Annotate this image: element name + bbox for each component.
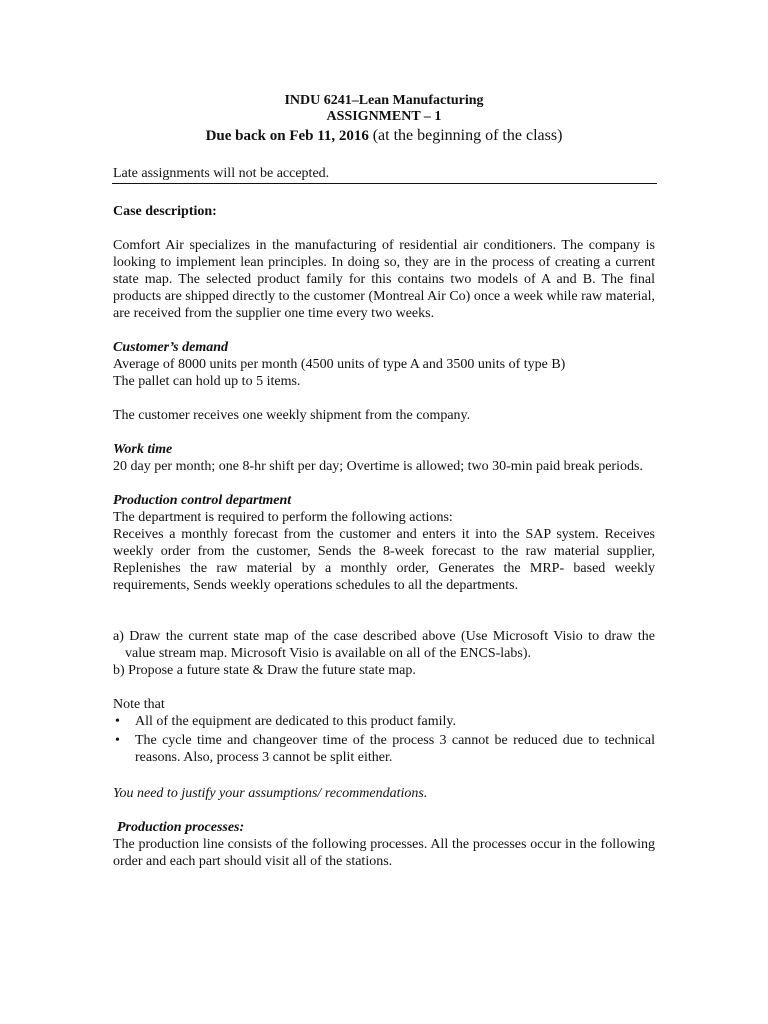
list-item-text: The cycle time and changeover time of the process 3 cannot be reduced due to technical reasons. Also, process 3 cannot be split either.	[135, 733, 655, 765]
course-title: INDU 6241–Lean Manufacturing	[284, 93, 484, 108]
bullet-icon: •	[115, 733, 120, 748]
work-time-heading: Work time	[113, 442, 173, 457]
list-item-text: All of the equipment are dedicated to this product family.	[135, 714, 456, 729]
note-intro: Note that	[113, 697, 165, 712]
note-list	[113, 713, 655, 766]
header-divider	[112, 183, 657, 184]
demand-line-1: Average of 8000 units per month (4500 units of type A and 3500 units of type B)	[113, 357, 566, 372]
assignment-title: ASSIGNMENT – 1	[326, 109, 442, 124]
task-a: a) Draw the current state map of the case described above (Use Microsoft Visio to draw the value stream map. Microsoft Visio is available on all of the ENCS-labs).	[113, 629, 655, 661]
document-body	[113, 203, 655, 870]
processes-text: The production line consists of the following processes. All the processes occur in the following order and each part should visit all of the stations.	[113, 837, 655, 869]
late-notice: Late assignments will not be accepted.	[113, 166, 330, 181]
work-time-text: 20 day per month; one 8-hr shift per day; Overtime is allowed; two 30-min paid break periods.	[113, 459, 643, 474]
due-date	[0, 126, 768, 146]
demand-line-2: The pallet can hold up to 5 items.	[113, 374, 301, 389]
case-heading: Case description:	[113, 204, 217, 219]
production-control-heading: Production control department	[113, 493, 292, 508]
due-date-note: (at the beginning of the class)	[372, 127, 563, 144]
bullet-icon: •	[115, 714, 120, 729]
list-item	[113, 713, 655, 730]
due-date-bold: Due back on Feb 11, 2016	[205, 128, 369, 144]
justify-note: You need to justify your assumptions/ recommendations.	[113, 786, 428, 801]
case-text: Comfort Air specializes in the manufacturing of residential air conditioners. The company is looking to implement lean principles. In doing so, they are in the process of creating a current state map. The selected product family for this contains two models of A and B. The final products are shipped directly to the customer (Montreal Air Co) once a week while raw material, are received from the supplier one time every two weeks.	[113, 238, 655, 321]
demand-line-3: The customer receives one weekly shipment from the company.	[113, 408, 471, 423]
production-control-text: Receives a monthly forecast from the customer and enters it into the SAP system. Receives weekly order from the customer, Sends the 8-week forecast to the raw material supplier, Replenishes the raw material by a monthly order, Generates the MRP- based weekly requirements, Sends weekly operations schedules to all the departments.	[113, 527, 655, 593]
production-control-intro: The department is required to perform the following actions:	[113, 510, 453, 525]
processes-heading: Production processes:	[117, 820, 245, 835]
list-item	[113, 732, 655, 766]
task-b: b) Propose a future state & Draw the future state map.	[113, 663, 416, 678]
document-header	[0, 93, 768, 146]
demand-heading: Customer’s demand	[113, 340, 228, 355]
